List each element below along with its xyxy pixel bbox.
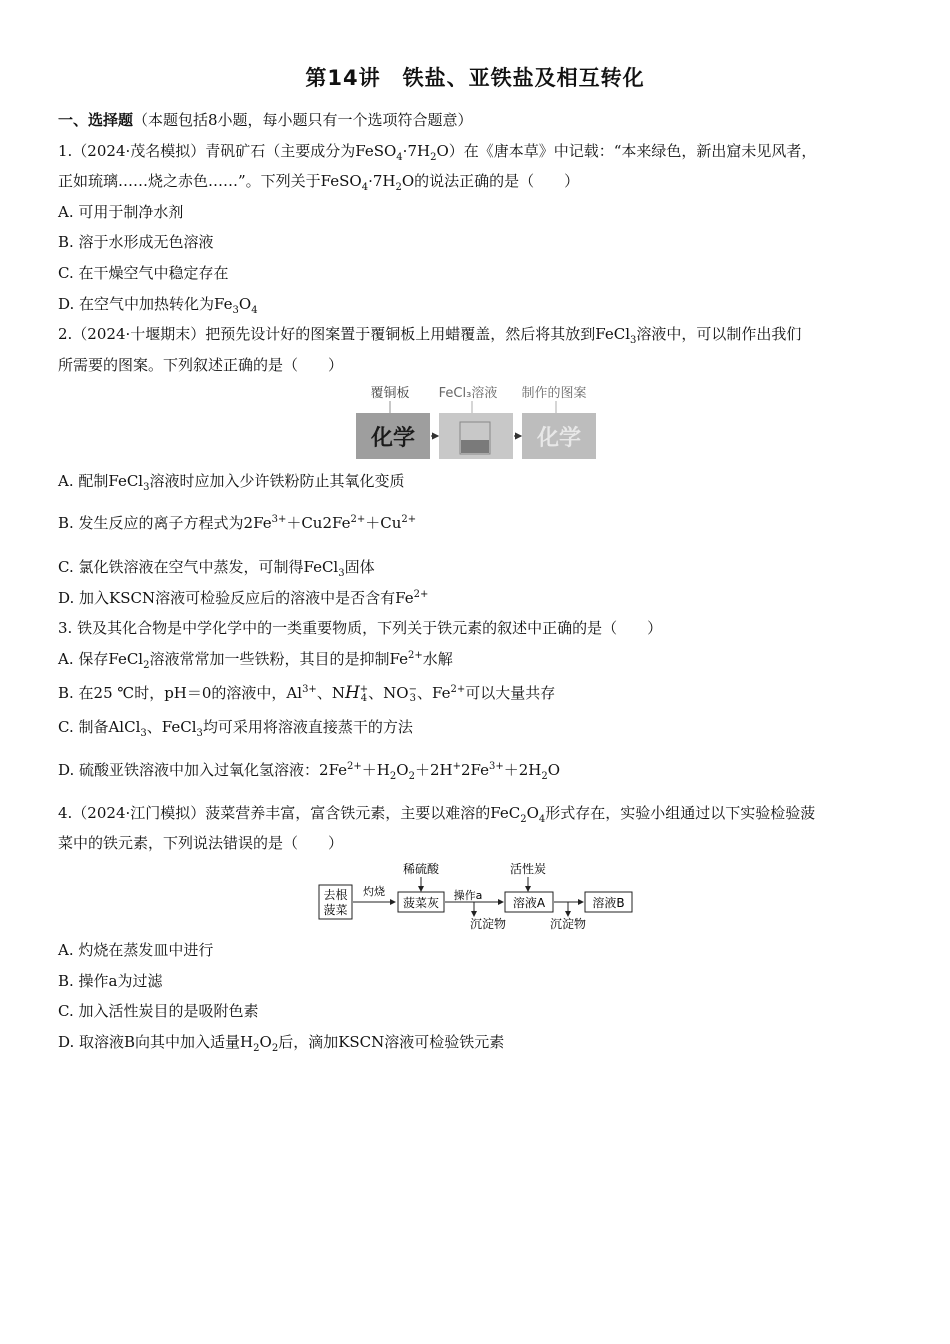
nitrate-indices xyxy=(409,685,417,703)
q3-text: C. 制备AlCl xyxy=(58,718,141,736)
superscript: + xyxy=(452,761,461,772)
q3-text: B. 在25 ℃时，pH＝0的溶液中，Al xyxy=(58,684,303,702)
superscript: 2+ xyxy=(413,589,429,600)
q1-text: O）在《唐本草》中记载：“本来绿色，新出窟未见风者， xyxy=(436,142,817,160)
q1-option-a: A. 可用于制净水剂 xyxy=(58,203,184,221)
page-title: 第14讲 铁盐、亚铁盐及相互转化 xyxy=(305,66,645,90)
q2-text: 溶液时应加入少许铁粉防止其氧化变质 xyxy=(149,472,405,490)
q3-text: 、N xyxy=(316,684,345,702)
q4-stem-line2: 菜中的铁元素，下列说法错误的是（ ） xyxy=(58,834,344,852)
subscript: 3 xyxy=(630,335,637,346)
subscript: 2 xyxy=(430,152,437,163)
q2-option-a xyxy=(58,471,405,491)
superscript: + xyxy=(359,684,369,695)
subscript: 4 xyxy=(538,814,546,825)
q1-option-b: B. 溶于水形成无色溶液 xyxy=(58,233,214,251)
subscript: 3 xyxy=(409,693,416,704)
subscript: 2 xyxy=(143,660,150,671)
flow-reagent-sulfuric: 稀硫酸 xyxy=(402,862,440,876)
subscript: 4 xyxy=(361,182,369,193)
q1-option-d xyxy=(58,294,258,314)
q2-text: 固体 xyxy=(344,558,375,576)
q4-text: O xyxy=(259,1033,272,1051)
q3-text: 、Fe xyxy=(417,684,451,702)
q4-option-a: A. 灼烧在蒸发皿中进行 xyxy=(58,941,214,959)
q3-text: 可以大量共存 xyxy=(465,684,556,702)
flow-box-ash-label: 菠菜灰 xyxy=(402,896,440,910)
q3-text: ＋H xyxy=(361,761,390,779)
subscript: 3 xyxy=(196,728,203,739)
q1-stem-line1 xyxy=(58,141,816,161)
q4-text: 形式存在，实验小组通过以下实验检验菠 xyxy=(545,804,816,822)
section-note: （本题包括8小题，每小题只有一个选项符合题意） xyxy=(133,111,473,129)
q3-text: 水解 xyxy=(422,650,453,668)
subscript: 3 xyxy=(140,728,147,739)
superscript: 3+ xyxy=(302,684,317,695)
q3-text: O xyxy=(396,761,409,779)
q3-text: ＋2H xyxy=(414,761,453,779)
flow-box-spinach-line2: 菠菜 xyxy=(323,903,348,917)
q3-text: 均可采用将溶液直接蒸干的方法 xyxy=(202,718,413,736)
q1-text: 正如琉璃……烧之赤色……”。下列关于FeSO xyxy=(58,172,362,190)
q3-text: 、FeCl xyxy=(146,718,197,736)
q3-option-c xyxy=(58,717,413,737)
flow-box-spinach-line1: 去根 xyxy=(323,888,348,902)
q3-option-a xyxy=(58,649,453,669)
subscript: 4 xyxy=(360,693,368,704)
subscript: 2 xyxy=(271,1043,279,1054)
superscript: 2+ xyxy=(401,514,417,525)
board-pattern-text: 化学 xyxy=(370,426,416,451)
superscript: 3+ xyxy=(271,514,287,525)
superscript: 2+ xyxy=(407,650,423,661)
q3-text: A. 保存FeCl xyxy=(58,650,144,668)
q3-text: 2Fe xyxy=(460,761,489,779)
etching-figure xyxy=(356,382,598,462)
q2-text: ＋Cu xyxy=(365,514,402,532)
q1-text: 1.（2024·茂名模拟）青矾矿石（主要成分为FeSO xyxy=(58,142,397,160)
q4-option-c: C. 加入活性炭目的是吸附色素 xyxy=(58,1002,259,1020)
q2-text: 2Fe xyxy=(322,514,351,532)
q4-text: O xyxy=(526,804,539,822)
q2-option-d xyxy=(58,588,428,608)
subscript: 2 xyxy=(395,182,402,193)
subscript: 3 xyxy=(232,305,239,316)
q3-text: O xyxy=(547,761,561,779)
ammonium-indices xyxy=(360,685,368,703)
section-heading xyxy=(58,110,473,130)
subscript: 3 xyxy=(338,568,345,579)
q1-option-c: C. 在干燥空气中稳定存在 xyxy=(58,264,229,282)
q2-option-c xyxy=(58,557,375,577)
experiment-flowchart xyxy=(318,860,634,936)
flow-step-burn: 灼烧 xyxy=(363,885,385,898)
q4-option-b: B. 操作a为过滤 xyxy=(58,972,163,990)
flow-step-operation-a: 操作a xyxy=(453,889,483,902)
q2-text: A. 配制FeCl xyxy=(58,472,144,490)
superscript: − xyxy=(408,684,417,695)
q4-text: 后，滴加KSCN溶液可检验铁元素 xyxy=(278,1033,505,1051)
q3-stem: 3. 铁及其化合物是中学化学中的一类重要物质，下列关于铁元素的叙述中正确的是（ ） xyxy=(58,619,663,637)
q3-option-b xyxy=(58,683,555,703)
q3-text: ＋2H xyxy=(503,761,542,779)
q3-text: 、NO xyxy=(368,684,409,702)
q2-text: C. 氯化铁溶液在空气中蒸发，可制得FeCl xyxy=(58,558,339,576)
q1-option-d-text: D. 在空气中加热转化为Fe xyxy=(58,295,233,313)
label-fecl3-solution: FeCl₃溶液 xyxy=(438,386,498,401)
flow-box-solution-b-label: 溶液B xyxy=(592,896,625,910)
superscript: 2+ xyxy=(347,761,362,772)
ammonium-h: H xyxy=(344,683,360,703)
q2-text: 溶液中，可以制作出我们 xyxy=(636,325,802,343)
q3-text: D. 硫酸亚铁溶液中加入过氧化氢溶液：2Fe xyxy=(58,761,348,779)
result-pattern-text: 化学 xyxy=(536,426,582,451)
q2-text: 2.（2024·十堰期末）把预先设计好的图案置于覆铜板上用蜡覆盖，然后将其放到FeCl xyxy=(58,325,630,343)
subscript: 4 xyxy=(396,152,403,163)
q2-text: B. 发生反应的离子方程式为2Fe xyxy=(58,514,272,532)
superscript: 2+ xyxy=(350,514,366,525)
subscript: 2 xyxy=(541,771,548,782)
section-heading-label: 一、选择题 xyxy=(58,111,134,129)
q4-text: D. 取溶液B向其中加入适量H xyxy=(58,1033,254,1051)
q2-text: ＋Cu xyxy=(286,514,323,532)
subscript: 2 xyxy=(520,814,527,825)
subscript: 3 xyxy=(143,482,150,493)
oxygen-symbol: O xyxy=(238,295,252,313)
q2-option-b xyxy=(58,513,416,533)
superscript: 3+ xyxy=(488,761,504,772)
q4-option-d xyxy=(58,1032,504,1052)
q2-stem-line1 xyxy=(58,324,801,344)
subscript: 4 xyxy=(251,305,258,316)
label-copper-board: 覆铜板 xyxy=(370,386,410,401)
q1-text: O的说法正确的是（ ） xyxy=(401,172,580,190)
q1-stem-line2 xyxy=(58,171,579,191)
flow-box-solution-a-label: 溶液A xyxy=(512,896,546,910)
q2-text: D. 加入KSCN溶液可检验反应后的溶液中是否含有Fe xyxy=(58,589,414,607)
q3-text: 溶液常常加一些铁粉，其目的是抑制Fe xyxy=(149,650,408,668)
q4-stem-line1 xyxy=(58,803,815,823)
superscript: 2+ xyxy=(450,684,466,695)
subscript: 2 xyxy=(389,771,397,782)
q4-text: 4.（2024·江门模拟）菠菜营养丰富，富含铁元素，主要以难溶的FeC xyxy=(58,804,521,822)
q3-option-d xyxy=(58,760,560,780)
q1-text: ·7H xyxy=(368,172,396,190)
q2-stem-line2: 所需要的图案。下列叙述正确的是（ ） xyxy=(58,356,344,374)
subscript: 2 xyxy=(253,1043,260,1054)
flow-precipitate-1: 沉淀物 xyxy=(469,917,507,931)
label-result-pattern: 制作的图案 xyxy=(521,386,587,401)
q1-text: ·7H xyxy=(402,142,431,160)
flow-reagent-carbon: 活性炭 xyxy=(509,862,547,876)
flow-precipitate-2: 沉淀物 xyxy=(549,917,587,931)
subscript: 2 xyxy=(408,771,415,782)
